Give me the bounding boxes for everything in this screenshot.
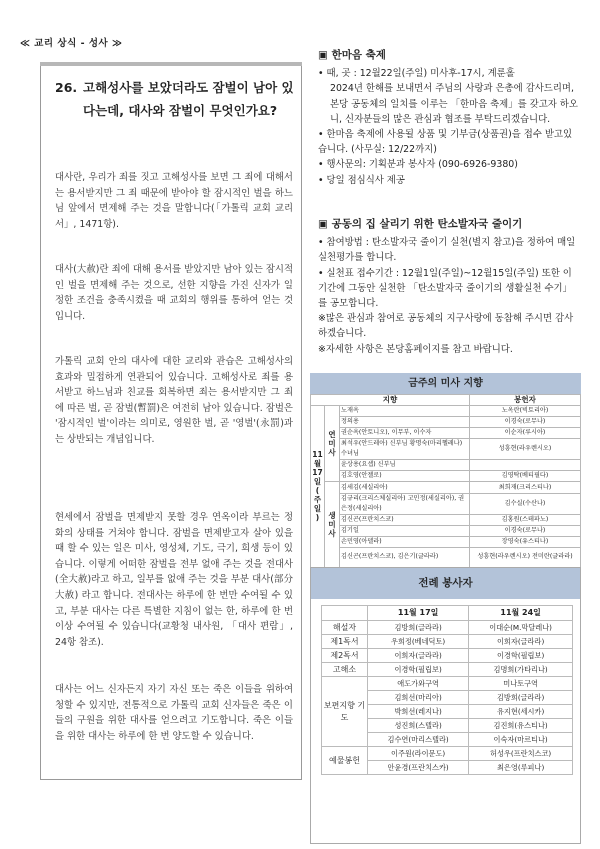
- server-cell: 허성우(프란치스코): [469, 747, 573, 761]
- date-col-2: 11월 24일: [469, 606, 573, 621]
- intention-cell: 정의용: [340, 417, 470, 428]
- server-cell: 김수연(마리스텔라): [368, 733, 469, 747]
- server-cell: 김진희(유스티나): [469, 719, 573, 733]
- requester-cell: 이순자(루시아): [470, 428, 581, 439]
- requester-cell: 김영탁(베티필다): [470, 471, 581, 482]
- server-cell: 우희정(베네딕토): [368, 635, 469, 649]
- intention-cell: 김호영(안젤로): [340, 471, 470, 482]
- campaign-line: ※많은 관심과 참여로 공동체의 지구사랑에 동참해 주시면 감사하겠습니다.: [318, 313, 574, 340]
- requester-cell: 성흥현(라우렌시오): [470, 439, 581, 460]
- intention-cell: 윤상용(요셉) 신부님: [340, 460, 470, 471]
- requester-cell: 노옥란(빅토리아): [470, 406, 581, 417]
- intention-cell: 노재옥: [340, 406, 470, 417]
- table-row: [311, 471, 581, 482]
- table-row: [311, 406, 581, 417]
- server-cell: 이주원(라이문도): [368, 747, 469, 761]
- intention-cell: 김규리(크리스체실리아) 고민정(세실리아), 권은정(세실리아): [340, 493, 470, 514]
- role-label: 제2독서: [322, 649, 368, 663]
- answer-paragraph-4: 현세에서 잠벌을 면제받지 못할 경우 연옥이라 부르는 정화의 상태를 거쳐야 합니다. 잠벌을 면제받고자 살아 있을 때 할 수 있는 일은 미사, 영성체, 기도, 극기, 희생 등이 있습니다. 이렇게 어떠한 잠벌을 전부 없애 주는 것을 전대사(全大赦)라고 하고, 일부를 없애 주는 것을 부분 대사(部分大赦) 라고 합니다. 전대사는 하루에 한 번만 수여될 수 있고, 부분 대사는 다른 특별한 지침이 없는 한, 하루에 한 번 이상 수여될 수 있습니다(교황청 내사원, 「대사 편람」, 24항 참조).: [55, 512, 293, 648]
- table-row: [311, 460, 581, 471]
- category-memorial: 연미사: [325, 406, 340, 482]
- intention-cell: 권순옥(안토니오), 이무부, 이수자: [340, 428, 470, 439]
- server-cell: 최은영(루피나): [469, 761, 573, 775]
- answer-paragraph-3: 가톨릭 교회 안의 대사에 대한 교리와 관습은 고해성사의 효과와 밀접하게 연관되어 있습니다. 고해성사로 죄를 용서받고 하느님과 친교를 회복하면 죄는 용서받지만 그 죄에 따른 벌, 곧 잠벌(暫罰)은 여전히 남아 있습니다. 잠벌은 '잠시적인 벌'이라는 의미로, 영원한 벌, 곧 '영벌'(永罰)과는 상반되는 개념입니다.: [55, 356, 293, 445]
- festival-title: ▣ 한마음 축제: [318, 49, 386, 61]
- role-label: 고해소: [322, 663, 368, 677]
- requester-cell: 김홍원(스테파노): [470, 514, 581, 525]
- table-row: [322, 663, 573, 677]
- group-label: 애도가와구역: [368, 677, 469, 691]
- server-cell: 김방희(글라라): [368, 621, 469, 635]
- question-title: [55, 76, 300, 122]
- intention-cell: 김신곤(프란치스코), 김은기(글라라): [340, 547, 470, 567]
- mass-intentions-title: 금주의 미사 지향: [310, 373, 581, 394]
- date-col-1: 11월 17일: [368, 606, 469, 621]
- table-row: [311, 482, 581, 493]
- campaign-title: ▣ 공동의 집 살리기 위한 탄소발자국 줄이기: [318, 218, 523, 230]
- server-cell: 김명희(가타리나): [469, 663, 573, 677]
- mass-date: 11월 17일 ( 주일 ): [311, 406, 325, 568]
- corner-cell: [322, 606, 368, 621]
- server-cell: 이대순(M.막달레나): [469, 621, 573, 635]
- requester-cell: [470, 460, 581, 471]
- server-cell: 이경학(필립보): [368, 663, 469, 677]
- requester-cell: 이경숙(로무나): [470, 525, 581, 536]
- table-row: [322, 677, 573, 691]
- col-intention: 지향: [311, 395, 470, 406]
- answer-paragraph-5: 대사는 어느 신자든지 자기 자신 또는 죽은 이들을 위하여 청할 수 있지만, 전통적으로 가톨릭 교회 신자들은 죽은 이들의 구원을 위한 대사를 얻으려고 기도합니다. 죽은 이들을 위한 대사는 하루에 한 번 양도할 수 있습니다.: [55, 684, 293, 742]
- mass-intentions: [310, 373, 581, 568]
- requester-cell: 최희재(크리스티나): [470, 482, 581, 493]
- intention-cell: 손민영(아델라): [340, 536, 470, 547]
- liturgy-servers-title: 전례 봉사자: [311, 568, 580, 599]
- requester-cell: 성흥현(라우렌시오) 전미란(글라라): [470, 547, 581, 567]
- col-requester: 봉헌자: [470, 395, 581, 406]
- festival-line: 2024년 한해를 보내면서 주님의 사랑과 은총에 감사드리며, 본당 공동체의 일치를 이루는 「한마음 축제」를 갖고자 하오니, 신자분들의 많은 관심과 협조를 부탁드리겠습니다.: [330, 83, 578, 125]
- server-cell: 이희자(글라라): [469, 635, 573, 649]
- carbon-campaign-notice: [318, 217, 580, 357]
- intention-cell: 최석우(안드레아) 신부님 황명숙(마리헬레나) 수녀님: [340, 439, 470, 460]
- server-cell: 김희선(마리아): [368, 691, 469, 705]
- role-label: 제1독서: [322, 635, 368, 649]
- server-cell: 이숙자(마르티나): [469, 733, 573, 747]
- question-text: 고해성사를 보았더라도 잠벌이 남아 있다는데, 대사와 잠벌이 무엇인가요?: [83, 80, 294, 118]
- intention-cell: 김신곤(프란치스코): [340, 514, 470, 525]
- server-cell: 이희자(글라라): [368, 649, 469, 663]
- intention-cell: 김기일: [340, 525, 470, 536]
- table-row: [311, 514, 581, 525]
- role-label: 해설자: [322, 621, 368, 635]
- campaign-line: ※자세한 사항은 본당홈페이지를 참고 바랍니다.: [318, 343, 513, 355]
- festival-line: • 한마음 축제에 사용될 상품 및 기부금(상품권)을 접수 받고있습니다. (사무실: 12/22까지): [318, 129, 573, 156]
- section-header: ≪ 교리 상식 - 성사 ≫: [20, 38, 123, 49]
- category-living: 생미사: [325, 482, 340, 567]
- table-row: [322, 649, 573, 663]
- answer-paragraph-2: 대사(大赦)란 죄에 대해 용서를 받았지만 남아 있는 잠시적인 벌을 면제해 주는 것으로, 선한 지향을 가진 신자가 일정한 조건을 충족시켰을 때 교회의 행위를 통하여 얻는 것입니다.: [55, 264, 293, 322]
- server-cell: 성진희(스텔라): [368, 719, 469, 733]
- liturgy-servers-table: [321, 605, 573, 775]
- requester-cell: 김수실(수산나): [470, 493, 581, 514]
- table-row: [311, 525, 581, 536]
- table-row: [311, 547, 581, 567]
- table-row: [311, 417, 581, 428]
- liturgy-servers: [310, 567, 581, 844]
- role-label: 예물봉헌: [322, 747, 368, 775]
- campaign-line: • 실천표 접수기간 : 12월1일(주일)~12월15일(주일) 또한 이 기간에 그동안 실천한 「탄소발자국 줄이기의 생활실천 수기」를 공모합니다.: [318, 267, 572, 310]
- festival-line: • 당일 점심식사 제공: [318, 174, 405, 186]
- table-row: [311, 428, 581, 439]
- requester-cell: 장영숙(유스티나): [470, 536, 581, 547]
- question-number: 26.: [55, 80, 78, 95]
- festival-notice: [318, 48, 580, 188]
- server-cell: 이경학(필립보): [469, 649, 573, 663]
- festival-line: • 때, 곳 : 12월22일(주일) 미사후-17시, 계룬홀: [318, 68, 515, 80]
- table-row: [311, 536, 581, 547]
- mass-intentions-table: [310, 394, 581, 568]
- table-row: [311, 439, 581, 460]
- festival-line: • 행사문의: 기획분과 봉사자 (090-6926-9380): [318, 159, 518, 171]
- server-cell: 박희선(레지나): [368, 705, 469, 719]
- table-row: [311, 493, 581, 514]
- table-row: [322, 635, 573, 649]
- requester-cell: 이경숙(로무나): [470, 417, 581, 428]
- group-label: 미나토구역: [469, 677, 573, 691]
- role-label: 보편지향 기도: [322, 677, 368, 747]
- table-row: [322, 747, 573, 761]
- server-cell: 김방희(글라라): [469, 691, 573, 705]
- intention-cell: 김세김(세실리아): [340, 482, 470, 493]
- campaign-line: • 참여방법 : 탄소발자국 줄이기 실천(별지 참고)을 정하여 매일 실천평가를 합니다.: [318, 237, 576, 264]
- answer-paragraph-1: 대사란, 우리가 죄를 짓고 고해성사를 보면 그 죄에 대해서는 용서받지만 그 죄 때문에 받아야 할 잠시적인 벌을 하느님 앞에서 면제해 주는 것을 말합니다(「가톨릭 교회 교리서」, 1471항).: [55, 172, 293, 230]
- table-row: [322, 621, 573, 635]
- server-cell: 유지현(세시카): [469, 705, 573, 719]
- server-cell: 안윤경(프란치스카): [368, 761, 469, 775]
